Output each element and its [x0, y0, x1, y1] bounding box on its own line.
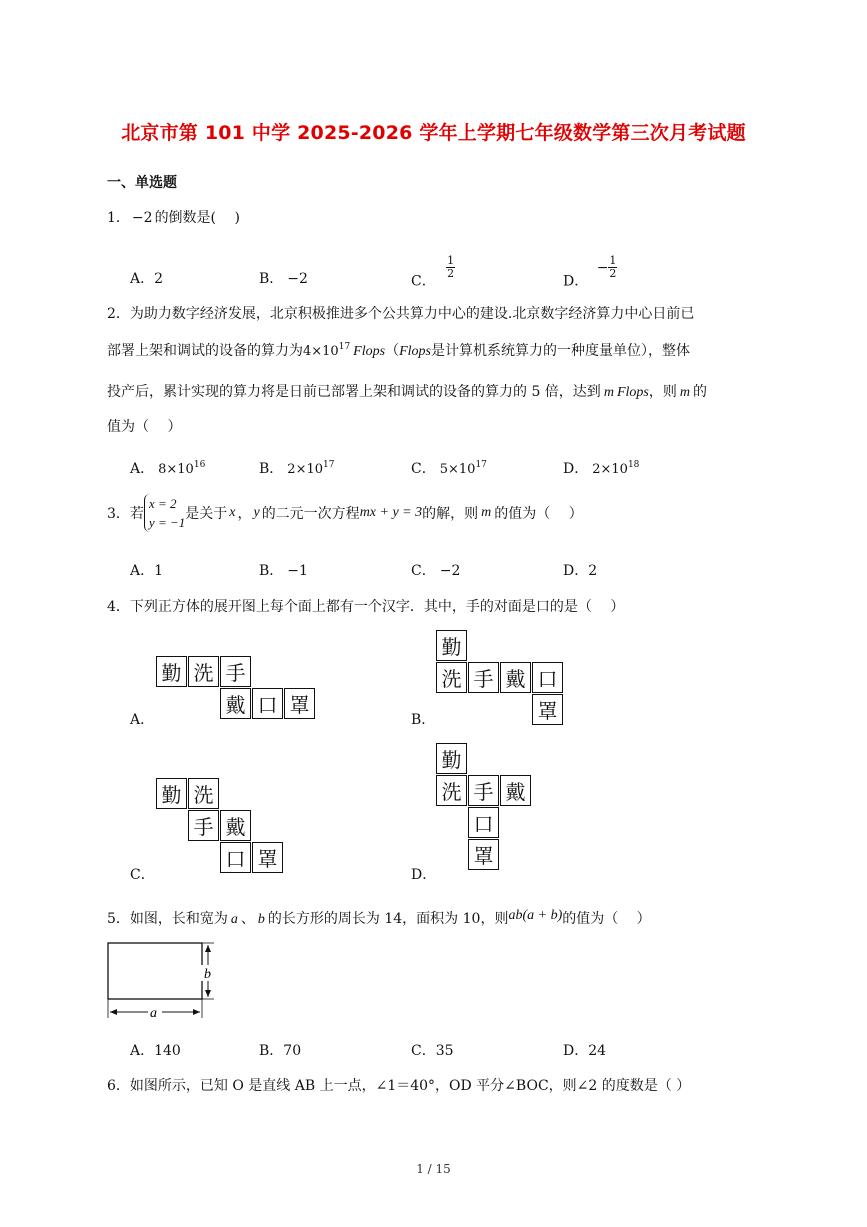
net-c-cell: 戴 — [220, 810, 251, 841]
q2-line-2: 部署上架和调试的设备的算力为$4\times 10^{17}$ Flops（Flops是计算机系统算力的一种度量单位），整体 — [107, 342, 690, 359]
net-b-cell: 洗 — [436, 662, 467, 693]
net-a-cell: 洗 — [188, 656, 219, 687]
q4-option-c-label: C． — [130, 867, 155, 883]
net-c-cell: 勤 — [156, 778, 187, 809]
q3-option-d: D．2 — [563, 563, 598, 579]
q5-option-a: A．140 — [130, 1043, 181, 1059]
q3-option-a: A．1 — [130, 563, 164, 579]
net-d-cell: 洗 — [436, 775, 467, 806]
q4-option-d-label: D． — [411, 867, 437, 883]
q5-option-c: C．35 — [411, 1043, 454, 1059]
q2-line-4: 值为（ ） — [107, 419, 182, 435]
net-b-cell: 戴 — [500, 662, 531, 693]
q2-option-b: B． $2\times 10^{17}$ — [259, 460, 335, 477]
net-d-cell: 口 — [468, 807, 499, 838]
net-c-cell: 罩 — [252, 842, 283, 873]
question-1 — [107, 207, 240, 227]
label-b: b — [204, 967, 211, 982]
q2-option-d: D． $2\times 10^{18}$ — [563, 460, 640, 477]
question-4: 4．下列正方体的展开图上每个面上都有一个汉字．其中，手的对面是口的是（ ） — [107, 599, 625, 615]
rectangle-shape — [108, 943, 202, 999]
q1-option-d: D． − $\frac{1}{2}$ — [563, 254, 617, 290]
net-d-cell: 手 — [468, 775, 499, 806]
label-a: a — [150, 1006, 157, 1021]
q1-option-a: A．2 — [130, 271, 164, 287]
net-d-cell: 罩 — [468, 839, 499, 870]
page-title: 北京市第 101 中学 2025-2026 学年上学期七年级数学第三次月考试题 — [121, 122, 746, 144]
page-number: 1 / 15 — [416, 1162, 451, 1176]
net-a-cell: 手 — [220, 656, 251, 687]
question-5: 5．如图，长和宽为 a 、 b 的长方形的周长为 14，面积为 10，则ab(a + b)的值为（ ） — [107, 908, 651, 927]
rectangle-figure — [104, 940, 224, 1024]
net-c-cell: 手 — [188, 810, 219, 841]
net-b-cell: 手 — [468, 662, 499, 693]
net-a-cell: 勤 — [156, 656, 187, 687]
net-d-cell: 勤 — [436, 743, 467, 774]
net-b-cell: 口 — [532, 662, 563, 693]
q1-option-b: B． −2 — [259, 271, 308, 287]
q3-equation-system: x = 2 y = −1 — [144, 494, 185, 532]
q2-option-a: A． $8\times 10^{16}$ — [130, 460, 206, 477]
q1-d-numerator: 1 — [609, 254, 617, 267]
q5-option-b: B．70 — [259, 1043, 302, 1059]
q1-text: 的倒数是( ) — [154, 210, 240, 226]
q3-option-c: C． −2 — [411, 563, 461, 579]
net-d-cell: 戴 — [500, 775, 531, 806]
question-3: 3．若 x = 2 y = −1 是关于 x ， y 的二元一次方程mx + y = 3的解，则 m 的值为（ ） — [107, 496, 583, 530]
q4-option-b-label: B． — [411, 712, 436, 728]
net-c-cell: 洗 — [188, 778, 219, 809]
q1-c-denominator: 2 — [447, 267, 455, 280]
net-b-cell: 勤 — [436, 630, 467, 661]
net-a-cell: 戴 — [220, 688, 251, 719]
question-6: 6．如图所示，已知 O 是直线 AB 上一点，∠1＝40°，OD 平分∠BOC，则∠2 的度数是（ ） — [107, 1078, 691, 1094]
q5-option-d: D．24 — [563, 1043, 607, 1059]
q2-line-1: 2．为助力数字经济发展，北京积极推进多个公共算力中心的建设.北京数字经济算力中心日前已 — [107, 306, 695, 322]
q1-expr: −2 — [131, 210, 153, 226]
q1-c-numerator: 1 — [447, 254, 455, 267]
net-c-cell: 口 — [220, 842, 251, 873]
q1-d-denominator: 2 — [609, 267, 617, 280]
q1-option-c: C． $\frac{1}{2}$ — [411, 254, 455, 290]
q2-option-c: C． $5\times 10^{17}$ — [411, 460, 487, 477]
q2-line-3: 投产后，累计实现的算力将是日前已部署上架和调试的设备的算力的 5 倍，达到 m Flops，则 m 的 — [107, 384, 707, 400]
net-a-cell: 口 — [252, 688, 283, 719]
net-a-cell: 罩 — [284, 688, 315, 719]
section-heading: 一、单选题 — [107, 175, 177, 191]
q1-number: 1． — [107, 210, 130, 226]
q3-option-b: B． −1 — [259, 563, 308, 579]
net-b-cell: 罩 — [532, 694, 563, 725]
q4-option-a-label: A． — [130, 712, 155, 728]
